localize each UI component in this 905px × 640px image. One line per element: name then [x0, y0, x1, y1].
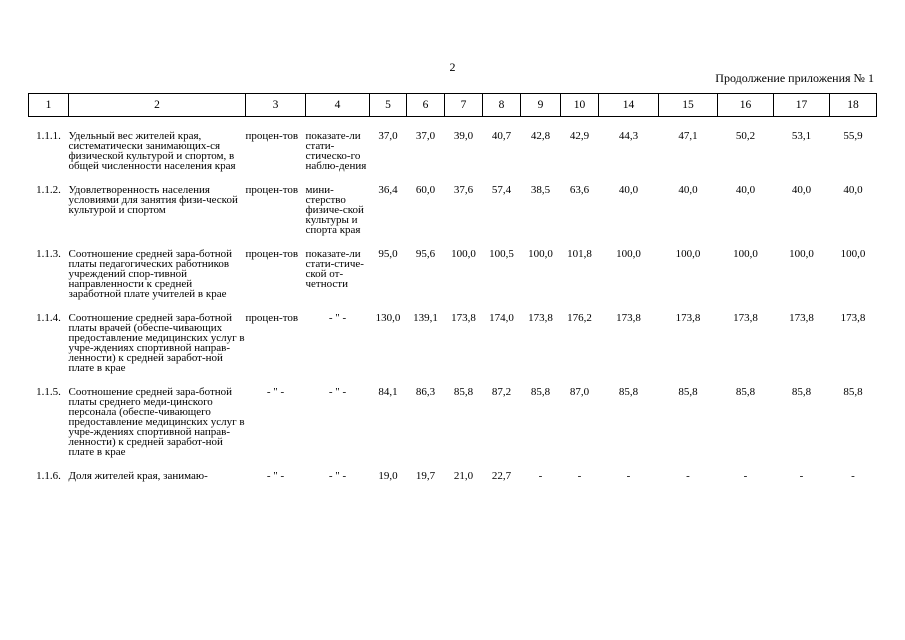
value-cell: 173,8 — [451, 312, 476, 324]
column-header-1: 1 — [29, 94, 69, 117]
value-cell: 173,8 — [528, 312, 553, 324]
value-cell: 87,2 — [491, 386, 512, 398]
value-cell: 87,0 — [569, 386, 590, 398]
column-header-2: 2 — [69, 94, 246, 117]
indicator-name: Доля жителей края, занимаю- — [68, 470, 208, 482]
value-cell: 42,9 — [569, 130, 590, 142]
value-cell: - — [799, 470, 804, 482]
value-cell: 86,3 — [415, 386, 436, 398]
unit-cell: процен-тов — [245, 248, 299, 260]
column-header-row — [29, 94, 877, 117]
value-cell: - — [686, 470, 690, 482]
value-cell: 36,4 — [378, 184, 398, 196]
unit-cell: - " - — [266, 470, 285, 482]
value-cell: 47,1 — [678, 130, 698, 142]
page-number: 2 — [449, 60, 456, 74]
value-cell: 19,0 — [378, 470, 398, 482]
row-number: 1.1.6. — [36, 470, 61, 482]
unit-cell: - " - — [266, 386, 285, 398]
source-cell: мини-стерство физиче-ской культуры и спорта края — [305, 184, 364, 236]
value-cell: 100,0 — [840, 248, 866, 260]
row-number: 1.1.1. — [36, 130, 61, 142]
value-cell: 173,8 — [675, 312, 701, 324]
value-cell: 174,0 — [489, 312, 514, 324]
value-cell: 85,8 — [791, 386, 812, 398]
value-cell: 37,0 — [415, 130, 436, 142]
value-cell: - — [743, 470, 748, 482]
source-cell: показате-ли стати-стическо-го наблю-дения — [305, 130, 367, 172]
column-header-17: 17 — [774, 94, 830, 117]
value-cell: 19,7 — [415, 470, 436, 482]
row-number: 1.1.3. — [36, 248, 61, 260]
value-cell: 60,0 — [415, 184, 436, 196]
source-cell: - " - — [328, 470, 347, 482]
value-cell: 39,0 — [453, 130, 474, 142]
column-header-18: 18 — [830, 94, 877, 117]
indicators-table — [28, 93, 877, 481]
table-row — [29, 313, 877, 373]
value-cell: 101,8 — [567, 248, 592, 260]
source-cell: - " - — [328, 386, 347, 398]
value-cell: 130,0 — [375, 312, 401, 324]
value-cell: 57,4 — [491, 184, 512, 196]
value-cell: 21,0 — [453, 470, 474, 482]
row-spacer — [29, 299, 877, 313]
indicator-name: Соотношение средней зара-ботной платы педагогических работников учреждений спор-тивной направленности к средней заработной плате учителей в крае — [68, 248, 233, 300]
value-cell: 37,0 — [378, 130, 398, 142]
table-row — [29, 471, 877, 481]
value-cell: 55,9 — [843, 130, 863, 142]
value-cell: 84,1 — [378, 386, 398, 398]
value-cell: 85,8 — [678, 386, 698, 398]
column-header-5: 5 — [370, 94, 407, 117]
value-cell: - — [851, 470, 855, 482]
unit-cell: процен-тов — [245, 184, 299, 196]
value-cell: 40,7 — [491, 130, 512, 142]
value-cell: 40,0 — [735, 184, 756, 196]
indicator-name: Удельный вес жителей края, систематически занимающих-ся физической культурой и спортом, в общей численности населения края — [68, 130, 236, 172]
table-row — [29, 249, 877, 299]
value-cell: 95,6 — [415, 248, 436, 260]
value-cell: 100,0 — [789, 248, 814, 260]
source-cell: - " - — [328, 312, 347, 324]
value-cell: 40,0 — [618, 184, 639, 196]
value-cell: 95,0 — [378, 248, 398, 260]
row-spacer — [29, 171, 877, 185]
row-number: 1.1.4. — [36, 312, 61, 324]
value-cell: 100,0 — [528, 248, 553, 260]
source-cell: показате-ли стати-стиче-ской от-четности — [305, 248, 364, 290]
value-cell: 37,6 — [453, 184, 474, 196]
value-cell: 38,5 — [530, 184, 551, 196]
table-row — [29, 387, 877, 457]
value-cell: 44,3 — [618, 130, 639, 142]
value-cell: 173,8 — [789, 312, 814, 324]
unit-cell: процен-тов — [245, 130, 299, 142]
value-cell: 100,0 — [675, 248, 701, 260]
value-cell: 85,8 — [530, 386, 551, 398]
table-row — [29, 131, 877, 171]
indicator-name: Соотношение средней зара-ботной платы среднего меди-цинского персонала (обеспе-чивающего предоставление медицинских услуг в учре-ждениях спортивной направ-ленности) к средней заработ-ной плате в крае — [68, 386, 245, 458]
value-cell: 40,0 — [843, 184, 863, 196]
value-cell: 100,0 — [616, 248, 641, 260]
value-cell: 100,0 — [733, 248, 758, 260]
value-cell: 85,8 — [843, 386, 863, 398]
indicator-name: Удовлетворенность населения условиями для занятия физи-ческой культурой и спортом — [68, 184, 238, 216]
appendix-continuation-label: Продолжение приложения № 1 — [715, 71, 874, 85]
column-header-7: 7 — [445, 94, 483, 117]
value-cell: 139,1 — [413, 312, 438, 324]
value-cell: 53,1 — [791, 130, 812, 142]
row-spacer — [29, 117, 877, 132]
column-header-9: 9 — [521, 94, 561, 117]
column-header-16: 16 — [718, 94, 774, 117]
value-cell: 100,5 — [489, 248, 514, 260]
column-header-4: 4 — [306, 94, 370, 117]
value-cell: 176,2 — [567, 312, 592, 324]
value-cell: - — [538, 470, 543, 482]
column-header-8: 8 — [483, 94, 521, 117]
value-cell: 85,8 — [735, 386, 756, 398]
row-spacer — [29, 457, 877, 471]
column-header-15: 15 — [659, 94, 718, 117]
indicator-name: Соотношение средней зара-ботной платы врачей (обеспе-чивающих предоставление медицинских услуг в учре-ждениях спортивной направ-ленности) к средней заработ-ной плате в крае — [68, 312, 245, 374]
value-cell: 50,2 — [735, 130, 756, 142]
row-spacer — [29, 373, 877, 387]
value-cell: 173,8 — [616, 312, 641, 324]
column-header-3: 3 — [246, 94, 306, 117]
value-cell: 22,7 — [491, 470, 512, 482]
value-cell: 85,8 — [618, 386, 639, 398]
row-number: 1.1.2. — [36, 184, 61, 196]
value-cell: 100,0 — [451, 248, 476, 260]
column-header-14: 14 — [599, 94, 659, 117]
row-spacer — [29, 235, 877, 249]
column-header-6: 6 — [407, 94, 445, 117]
value-cell: 40,0 — [678, 184, 698, 196]
value-cell: 40,0 — [791, 184, 812, 196]
unit-cell: процен-тов — [245, 312, 299, 324]
column-header-10: 10 — [561, 94, 599, 117]
value-cell: 42,8 — [530, 130, 551, 142]
value-cell: 173,8 — [840, 312, 866, 324]
value-cell: 85,8 — [453, 386, 474, 398]
row-number: 1.1.5. — [36, 386, 61, 398]
value-cell: - — [577, 470, 582, 482]
table-row — [29, 185, 877, 235]
value-cell: - — [626, 470, 631, 482]
value-cell: 173,8 — [733, 312, 758, 324]
value-cell: 63,6 — [569, 184, 590, 196]
